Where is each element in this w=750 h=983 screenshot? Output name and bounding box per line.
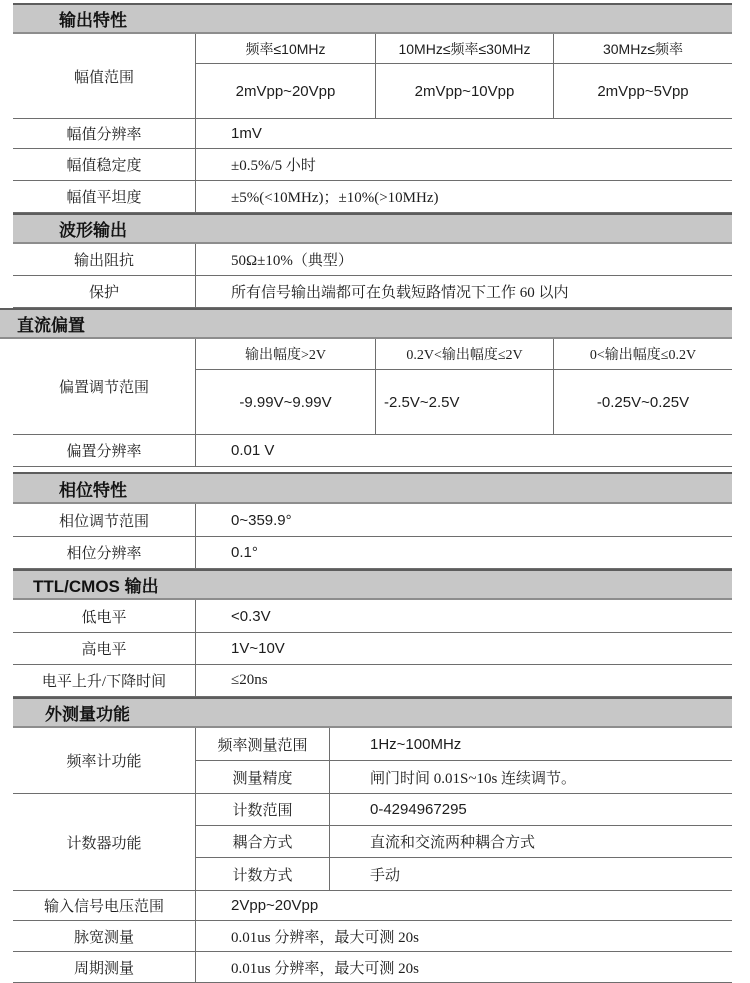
spec-row <box>13 244 732 276</box>
sub-row-label: 计数方式 <box>232 867 293 884</box>
row-label: 脉宽测量 <box>73 929 134 946</box>
row-label: 频率计功能 <box>66 754 142 770</box>
offset-value-cell: -2.5V~2.5V <box>375 370 553 434</box>
amp-header-cell: 30MHz≤频率 <box>553 34 732 63</box>
counter-group <box>13 794 732 891</box>
amp-header-cell: 10MHz≤频率≤30MHz <box>375 34 553 63</box>
spec-row <box>13 633 732 665</box>
spec-row <box>13 149 732 181</box>
spec-row <box>13 921 732 952</box>
amp-value-cell: 2mVpp~20Vpp <box>235 82 336 100</box>
sub-row-value: 0-4294967295 <box>329 794 732 825</box>
row-label: 偏置分辨率 <box>66 444 142 460</box>
row-value: 所有信号输出端都可在负载短路情况下工作 60 以内 <box>195 276 732 307</box>
row-value: 50Ω±10%（典型） <box>195 244 732 275</box>
spec-row <box>13 435 732 467</box>
row-label: 幅值平坦度 <box>66 190 142 206</box>
offset-value-cell: -0.25V~0.25V <box>553 370 732 434</box>
row-value: <0.3V <box>195 600 732 632</box>
amp-value-cell: 2mVpp~5Vpp <box>553 64 732 118</box>
freq-counter-group <box>13 728 732 794</box>
offset-header-cell: 0.2V<输出幅度≤2V <box>375 339 553 369</box>
section-title: 相位特性 <box>59 480 127 500</box>
row-value: 0.01us 分辨率，最大可测 20s <box>195 921 732 951</box>
spec-row <box>13 276 732 308</box>
amp-range-values <box>196 64 732 118</box>
spec-table <box>13 3 732 983</box>
freq-counter-body <box>195 728 732 793</box>
row-label: 幅值稳定度 <box>66 158 142 174</box>
section-header-dc-offset <box>0 308 732 339</box>
row-value: 1mV <box>195 119 732 148</box>
sub-row <box>196 826 732 858</box>
sub-row-value: 1Hz~100MHz <box>329 728 732 760</box>
section-header-ttl-cmos <box>13 569 732 600</box>
offset-range-values <box>196 370 732 434</box>
row-label: 幅值分辨率 <box>66 127 142 143</box>
sub-row-value: 闸门时间 0.01S~10s 连续调节。 <box>329 761 732 793</box>
spec-row <box>13 537 732 569</box>
offset-range-headers <box>196 339 732 370</box>
section-title: 波形输出 <box>59 221 127 240</box>
row-value: ±5%(<10MHz)；±10%(>10MHz) <box>195 181 732 212</box>
sub-row <box>196 761 732 793</box>
row-label: 低电平 <box>81 609 127 626</box>
spec-row <box>13 891 732 921</box>
amp-value-cell: 2mVpp~10Vpp <box>375 64 553 118</box>
row-label: 电平上升/下降时间 <box>41 674 167 690</box>
sub-row-label: 测量精度 <box>232 770 293 787</box>
sub-row-label: 计数范围 <box>232 803 293 819</box>
row-label: 相位调节范围 <box>58 513 149 530</box>
offset-value-cell: -9.99V~9.99V <box>239 393 332 411</box>
row-value: 0.01us 分辨率，最大可测 20s <box>195 952 732 982</box>
row-label: 幅值范围 <box>73 69 134 86</box>
row-value: 2Vpp~20Vpp <box>195 891 732 920</box>
sub-row-value: 直流和交流两种耦合方式 <box>329 826 732 857</box>
sub-row <box>196 794 732 826</box>
spec-row <box>13 600 732 633</box>
row-label: 输入信号电压范围 <box>43 899 164 915</box>
section-title: 外测量功能 <box>45 705 130 724</box>
row-value: ≤20ns <box>195 665 732 696</box>
amp-range-body <box>195 34 732 118</box>
spec-row <box>13 119 732 149</box>
sub-row-value: 手动 <box>329 858 732 890</box>
row-value: 0~359.9° <box>195 504 732 536</box>
sub-row <box>196 858 732 890</box>
row-label: 保护 <box>88 285 119 301</box>
amp-range-group <box>13 34 732 119</box>
row-value: 1V~10V <box>195 633 732 664</box>
row-label: 输出阻抗 <box>73 253 134 269</box>
offset-header-cell: 0<输出幅度≤0.2V <box>553 339 732 369</box>
spec-row <box>13 665 732 697</box>
sub-row <box>196 728 732 761</box>
amp-header-cell: 频率≤10MHz <box>245 40 326 57</box>
row-label: 相位分辨率 <box>66 546 142 562</box>
section-header-ext-measure <box>13 697 732 728</box>
section-header-waveform <box>13 213 732 244</box>
spec-row <box>13 504 732 537</box>
sub-row-label: 耦合方式 <box>232 835 293 851</box>
section-title: TTL/CMOS 输出 <box>33 577 159 596</box>
row-label: 偏置调节范围 <box>58 380 149 396</box>
section-header-phase <box>13 472 732 504</box>
section-title: 直流偏置 <box>17 316 85 335</box>
amp-range-headers <box>196 34 732 64</box>
row-value: 0.01 V <box>195 435 732 466</box>
section-title: 输出特性 <box>59 11 127 30</box>
section-header-output <box>13 3 732 34</box>
row-label: 周期测量 <box>73 960 134 977</box>
offset-range-group <box>13 339 732 435</box>
row-value: ±0.5%/5 小时 <box>195 149 732 180</box>
spec-row <box>13 952 732 983</box>
row-label: 计数器功能 <box>66 835 142 852</box>
row-label: 高电平 <box>81 642 127 658</box>
offset-range-body <box>195 339 732 434</box>
sub-row-label: 频率测量范围 <box>217 737 308 754</box>
spec-row <box>13 181 732 213</box>
counter-body <box>195 794 732 890</box>
row-value: 0.1° <box>195 537 732 568</box>
offset-header-cell: 输出幅度>2V <box>244 348 326 363</box>
